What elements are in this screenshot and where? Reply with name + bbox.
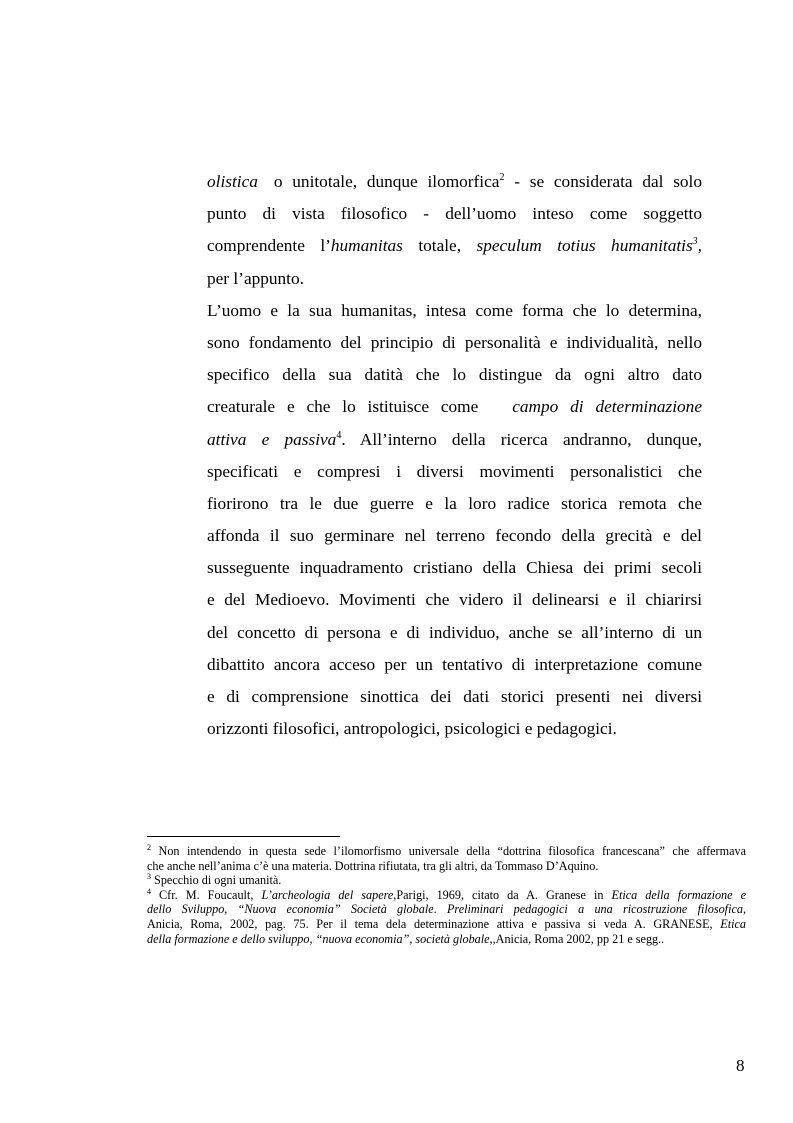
text-line: L’uomo e la sua humanitas, intesa come forma che lo determina, [207,300,702,320]
footnote-4: $^4$ Cfr. M. Foucault, L’archeologia del sapere,Parigi, 1969, citato da A. Granese in Etica della formazione e [147,886,747,902]
text-line: fiorirono tra le due guerre e la loro radice storica remota che [207,493,702,513]
footnote-2: $^2$ Non intendendo in questa sede l’ilomorfismo universale della “dottrina filosofica francescana” che affermava [147,842,746,858]
text-line: e del Medioevo. Movimenti che videro il delinearsi e il chiarirsi [207,590,702,610]
text-line: affonda il suo germinare nel terreno fecondo della grecità e del [207,526,702,546]
text-line: sono fondamento del principio di personalità e individualità, nello [207,332,702,352]
footnote-ref: 3 [692,236,698,248]
footnote-3: $^3$ Specchio di ogni umanità. [147,872,282,888]
text-line: creaturale e che lo istituisce come campo di determinazione [207,397,702,417]
footnotes [147,844,746,946]
main-text [207,166,702,745]
text-line: susseguente inquadramento cristiano della Chiesa dei primi secoli [207,558,702,578]
text-line: specificati e compresi i diversi movimenti personalistici che [207,461,702,481]
footnote-4-cont: dello Sviluppo, “Nuova economia” Società globale. Preliminari pedagogici a una ricostruzione filosofica, [147,902,746,917]
text-line: del concetto di persona e di individuo, anche se all’interno di un [207,622,702,642]
footnote-4-cont: della formazione e dello sviluppo, “nuova economia”, società globale,,Anicia, Roma 2002, pp 21 e segg.. [147,931,665,946]
text-line: comprendente l’humanitas totale, speculum totius humanitatis$^3$, [207,236,702,256]
footnote-ref: 2 [499,172,505,184]
footnote-4-cont: Anicia, Roma, 2002, pag. 75. Per il tema dela determinazione attiva e passiva si veda A. GRANESE, Etica [147,916,746,931]
footnote-2-cont: che anche nell’anima c’è una materia. Dottrina rifiutata, tra gli altri, da Tommaso D’Aquino. [147,858,599,873]
text-line: orizzonti filosofici, antropologici, psicologici e pedagogici. [207,719,617,739]
footnote-ref: 4 [336,429,342,441]
footnote-separator [147,836,340,837]
text-line: e di comprensione sinottica dei dati storici presenti nei diversi [207,687,702,706]
text-line: per l’appunto. [207,268,304,288]
text-line: dibattito ancora acceso per un tentativo di interpretazione comune [207,654,702,674]
text-line: attiva e passiva$^4$. All’interno della ricerca andranno, dunque, [207,429,702,449]
page-number: 8 [736,1056,745,1075]
text-line: olistica o unitotale, dunque ilomorfica$^2$ - se considerata dal solo [207,172,702,191]
text-line: specifico della sua datità che lo distingue da ogni altro dato [207,365,702,385]
text-line: punto di vista filosofico - dell’uomo inteso come soggetto [207,204,702,224]
